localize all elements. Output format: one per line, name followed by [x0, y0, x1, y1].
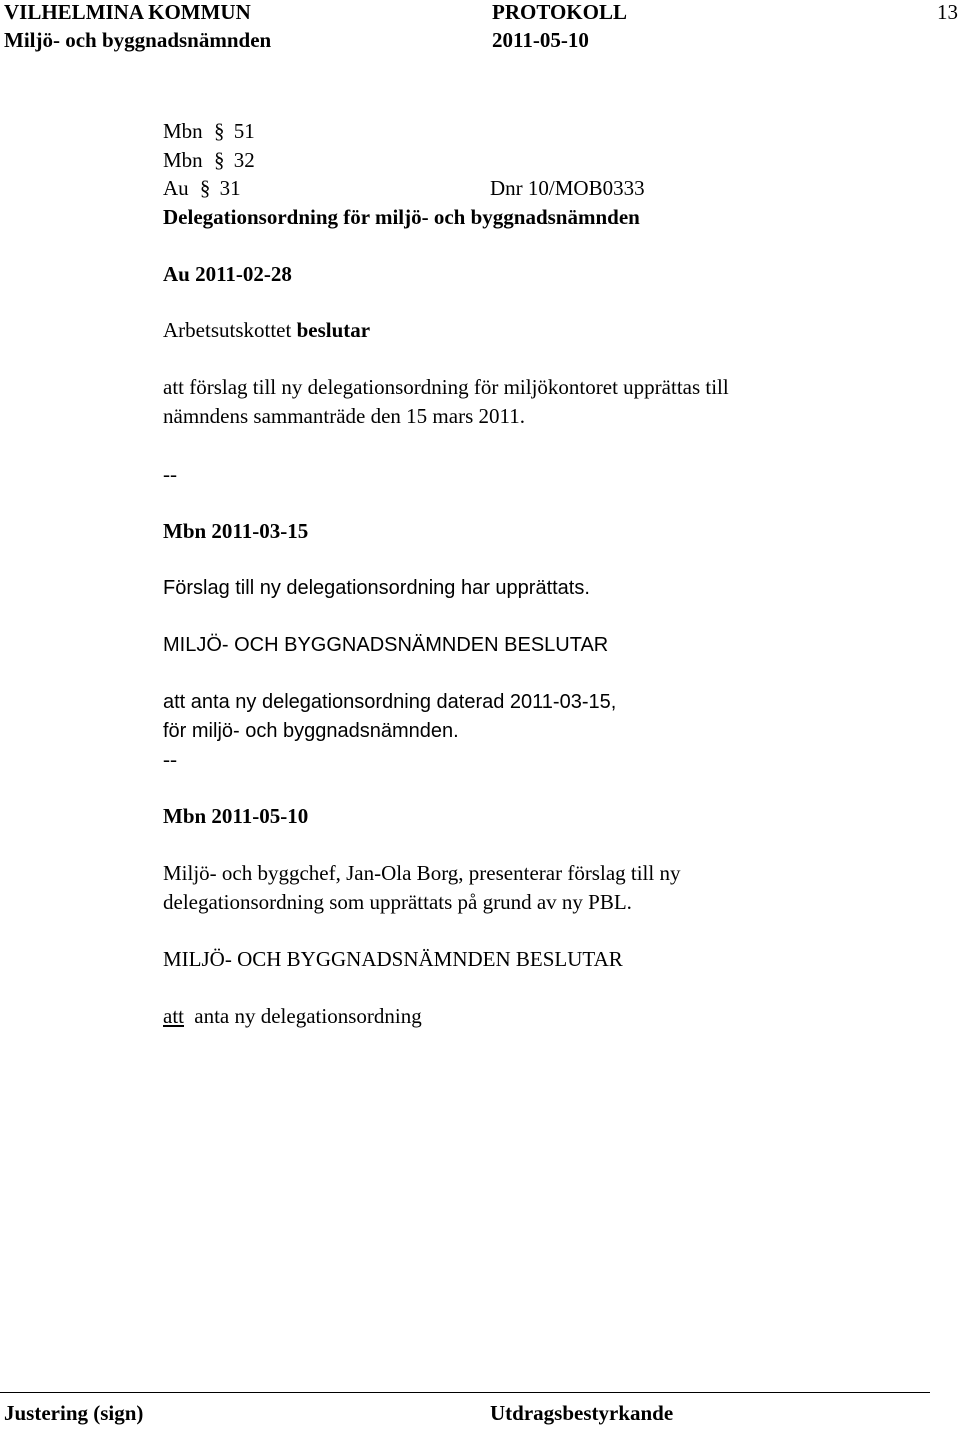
signature-label: Justering (sign): [4, 1401, 144, 1425]
extract-label: Utdragsbestyrkande: [490, 1401, 674, 1425]
ref-label: Mbn: [163, 148, 203, 172]
ref-number: 51: [233, 119, 255, 143]
document-type: PROTOKOLL: [492, 0, 627, 24]
mbn-0315-decision-line2: för miljö- och byggnadsnämnden.: [163, 720, 459, 742]
ref-number: 32: [233, 148, 255, 172]
au-text-line2: nämndens sammanträde den 15 mars 2011.: [163, 404, 525, 428]
att-keyword: att: [163, 1004, 184, 1028]
mbn-0510-text-line2: delegationsordning som upprättats på grund av ny PBL.: [163, 890, 632, 914]
signature-rule: [0, 1392, 930, 1393]
document-title: Delegationsordning för miljö- och byggnadsnämnden: [163, 205, 640, 229]
ref-au-31: [163, 178, 241, 199]
decision-text: anta ny delegationsordning: [194, 1004, 422, 1028]
au-decides: [163, 320, 370, 341]
section-sign: §: [213, 148, 225, 172]
ref-mbn-32: [163, 150, 255, 171]
decision-label: MILJÖ- OCH BYGGNADSNÄMNDEN BESLUTAR: [163, 947, 623, 971]
mbn-0510-text-line1: Miljö- och byggchef, Jan-Ola Borg, presenterar förslag till ny: [163, 861, 681, 885]
ref-label: Mbn: [163, 119, 203, 143]
mbn-heading-0510: Mbn 2011-05-10: [163, 804, 309, 828]
mbn-heading-0315: Mbn 2011-03-15: [163, 519, 309, 543]
ref-number: 31: [219, 176, 241, 200]
page-number: 13: [937, 0, 958, 24]
au-decides-prefix: Arbetsutskottet: [163, 318, 292, 342]
separator: --: [163, 747, 177, 771]
decision-label: MILJÖ- OCH BYGGNADSNÄMNDEN BESLUTAR: [163, 634, 609, 656]
au-heading: Au 2011-02-28: [163, 262, 292, 286]
committee-name: Miljö- och byggnadsnämnden: [4, 28, 272, 52]
mbn-0510-decision: [163, 1006, 422, 1027]
section-sign: §: [213, 119, 225, 143]
ref-label: Au: [163, 176, 189, 200]
section-sign: §: [199, 176, 211, 200]
au-decides-verb: beslutar: [296, 318, 371, 342]
meeting-date: 2011-05-10: [492, 28, 589, 52]
au-text-line1: att förslag till ny delegationsordning för miljökontoret upprättas till: [163, 375, 729, 399]
mbn-0315-text: Förslag till ny delegationsordning har upprättats.: [163, 577, 590, 599]
separator: --: [163, 462, 177, 486]
diary-number: Dnr 10/MOB0333: [490, 176, 645, 200]
municipality-name: VILHELMINA KOMMUN: [4, 0, 251, 24]
ref-mbn-51: [163, 121, 255, 142]
mbn-0315-decision-line1: att anta ny delegationsordning daterad 2011-03-15,: [163, 691, 617, 713]
